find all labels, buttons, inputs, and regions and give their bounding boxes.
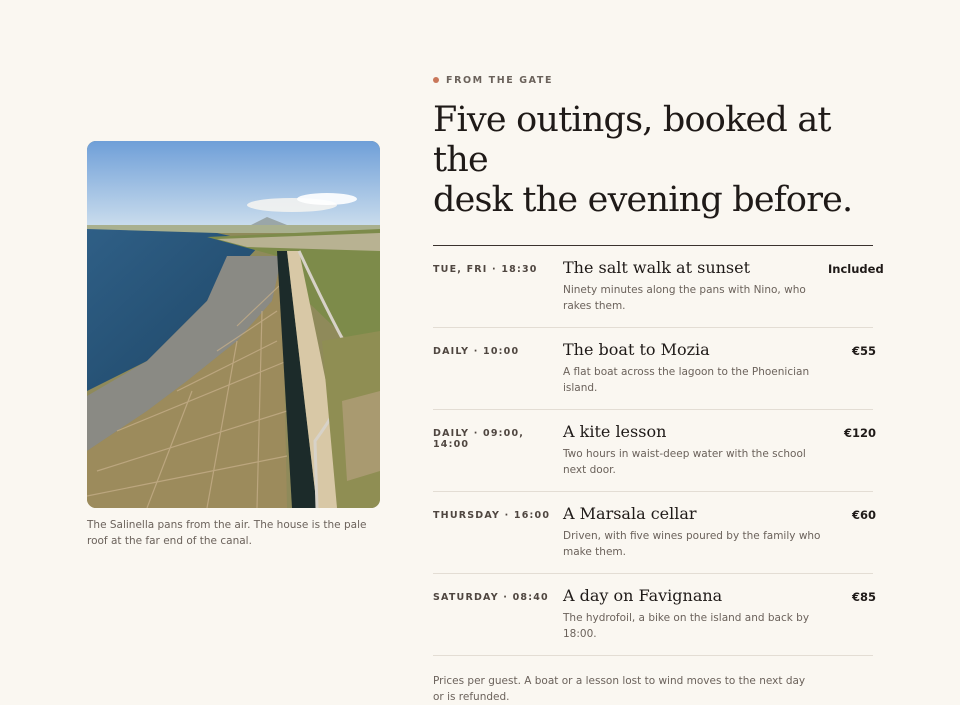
outing-row — [433, 410, 876, 492]
headline-line-2: desk the evening before. — [433, 180, 853, 220]
outing-price: €60 — [851, 508, 876, 522]
outing-description: Ninety minutes along the pans with Nino, who rakes them. — [563, 284, 806, 312]
outing-title: A day on Favignana — [563, 586, 723, 605]
outing-when: DAILY · 10:00 — [433, 346, 520, 357]
outings-panel — [433, 72, 884, 705]
outing-title: The salt walk at sunset — [563, 258, 751, 277]
outing-title: The boat to Mozia — [563, 340, 710, 359]
outing-price: €120 — [843, 426, 876, 440]
outing-title: A kite lesson — [563, 422, 667, 441]
eyebrow-label: FROM THE GATE — [446, 74, 554, 86]
outing-when: DAILY · 09:00, 14:00 — [433, 428, 525, 450]
outing-price: €55 — [851, 344, 876, 358]
outing-description: Two hours in waist-deep water with the school next door. — [563, 448, 806, 476]
aerial-photo — [87, 141, 380, 508]
outing-row — [433, 574, 876, 656]
footer-note: Prices per guest. A boat or a lesson lost to wind moves to the next day or is refunded. — [433, 675, 806, 703]
photo-block — [87, 141, 380, 549]
dot-icon — [433, 77, 439, 83]
outing-row — [433, 492, 876, 574]
outing-row — [433, 246, 884, 328]
page-title — [433, 100, 873, 220]
photo-caption: The Salinella pans from the air. The house is the pale roof at the far end of the canal. — [87, 519, 367, 547]
headline-line-1: Five outings, booked at the — [433, 100, 831, 180]
outing-description: Driven, with five wines poured by the family who make them. — [563, 530, 821, 558]
outing-row — [433, 328, 876, 410]
outing-description: A flat boat across the lagoon to the Phoenician island. — [563, 366, 810, 394]
outing-when: TUE, FRI · 18:30 — [433, 264, 538, 275]
outing-title: A Marsala cellar — [563, 504, 697, 523]
outings-list — [433, 245, 884, 656]
outing-price: Included — [828, 262, 884, 276]
eyebrow — [433, 72, 873, 88]
outing-price: €85 — [851, 590, 876, 604]
outing-description: The hydrofoil, a bike on the island and back by 18:00. — [563, 612, 810, 640]
outing-when: SATURDAY · 08:40 — [433, 592, 549, 603]
outing-when: THURSDAY · 16:00 — [433, 510, 551, 521]
